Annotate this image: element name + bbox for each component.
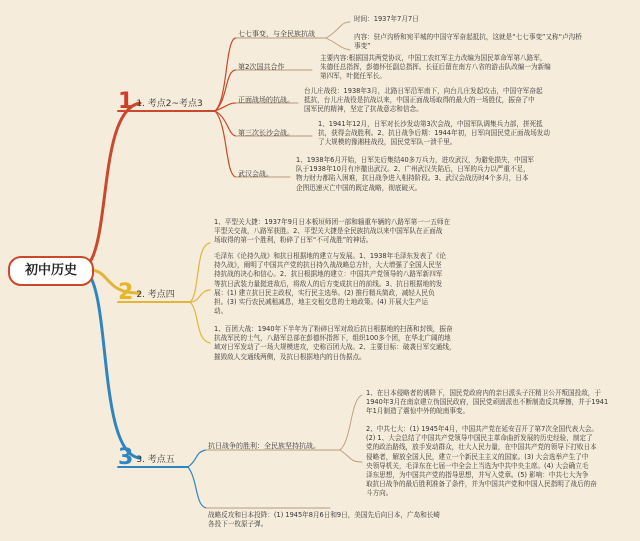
- topic-node-3[interactable]: [118, 446, 175, 470]
- seventh-congress-text: 2、中共七大：(1) 1945年4月，中国共产党在延安召开了第7次全国代表大会。 (2) 1、大会总结了中国共产党领导中国民主革命曲折发展的历史经验，制定了 党的政治路线，放手发动群众，壮大人民力量，在中国共产党的领导下打败日本 侵略者，解放全国人民，建立一个新民主主义的国家。(3) 大会选举产生了中 央领导机关，毛泽东在七届一中全会上当选为中共中央主席。(4) 大会确立毛 泽东思想，为中国共产党的指导思想，并写入党章。(5) 影响：中共七大为争 取抗日战争的最后胜利准备了条件，并为中国共产党和中国人民指明了战后的奋 斗方向。: [366, 425, 599, 498]
- front-battle-text: 台儿庄战役：1938年3月，北路日军沿军南下，向台儿庄发起攻击，中国守军奋起 抵抗，台儿庄战役是抗战以来，中国正面战场取得的最大的一场胜仗，振奋了中 国军民的精神，坚定了抗战意志和信念。: [304, 87, 543, 114]
- topic-number-2: 2: [118, 280, 134, 305]
- topic-label-1: 1. 考点2~考点3: [136, 98, 203, 109]
- hundred-regiments-text: 1、百团大战：1940年下半年为了粉碎日军对敌后抗日根据地的扫荡和封锁，振奋 抗战军民的士气，八路军总部在彭德怀指挥下，组织100多个团，在华北广阔的地 域对日军发动了一场大规模进攻，史称百团大战。2、主要目标：破袭日军交通线， 摧毁敌人交通线两侧，及抗日根据地内的日伪据点。: [214, 325, 456, 361]
- wuhan-node[interactable]: 武汉会战。: [238, 170, 273, 178]
- victory-node[interactable]: 抗日战争的胜利：全民族坚持抗战。: [208, 442, 320, 450]
- front-battle-node[interactable]: 正面战场的抗战。: [238, 96, 294, 104]
- war-start-node[interactable]: 七七事变，与全民族抗战: [238, 30, 315, 38]
- cooperation-node[interactable]: 第2次国共合作: [238, 63, 285, 71]
- wang-jingwei-text: 1、在日本侵略者的诱降下，国民党政府内的亲日派头子汪精卫公开叛国投敌，于 1940年3月在南京建立伪国民政府，国民党顽固派也不断制造反共摩擦，并于1941 年1月制造了震惊中外的皖南事变。: [366, 389, 609, 416]
- topic-label-3: 3. 考点五: [136, 454, 175, 465]
- wuhan-text: 1、1938年6月开始，日军先后集结40多万兵力，进攻武汉，为避免损失，中国军 队于1938年10月有序撤出武汉。2、广州武汉失陷后，日军的兵力以严重不足， 物力财力都陷入困难，抗日战争进入相持阶段。3、武汉会战历时4个多月，日本 企图迅速灭亡中国的既定战略，彻底破灭。: [296, 156, 534, 192]
- protracted-war-text: 毛泽东《论持久战》和抗日根据地的建立与发展。1、1938年毛泽东发表了《论 持久战》，阐明了中国共产党的抗日持久战战略总方针，大大增强了全国人民坚 持抗战的决心和信心。2、抗日根据地的建立：中国共产党领导的八路军新四军 等抗日武装力量挺进敌后，将敌人的后方变成抗日的前线。3、抗日根据地的发 展：(1) 建立抗日民主政权，实行民主选举。(2) 推行精兵简政，减轻人民负 担。(3) 实行农民减租减息，地主交租交息的土地政策。(4) 开展大生产运 动。: [214, 252, 446, 316]
- war-start-content: 内容：驻卢沟桥和宛平城的中国守军奋起抵抗，这就是“七七事变”又称“卢沟桥 事变”: [354, 33, 582, 51]
- surrender-text: 战略反攻和日本投降：(1) 1945年8月6日和9日，美国先后向日本，广岛和长崎 各投下一枚原子弹。: [208, 511, 441, 529]
- topic-label-2: 2. 考点四: [136, 289, 175, 300]
- pingxingguan-text: 1、平型关大捷：1937年9月日本板垣师团一部和辎重车辆的八路军第一一五师在 平型关交战，八路军获胜。2、平型关大捷是全民族抗战以来中国军队在正面战 场取得的第一个胜利，粉碎了日军“不可战胜”的神话。: [214, 218, 451, 245]
- cooperation-text: 主要内容:根据国共两党协议，中国工农红军主力改编为国民革命军第八路军， 朱德任总指挥，彭德怀任副总指挥。长征后留在南方八省的游击队改编一为新编 第四军，叶挺任军长。: [320, 54, 551, 81]
- war-start-time: 时间：1937年7月7日: [354, 15, 419, 23]
- topic-node-1[interactable]: [118, 90, 203, 114]
- changsha-text: 1、1941年12月，日军对长沙发动第3次会战，中国军队调集兵力部，拼死抵 抗，获得会战胜利。2、抗日战争后期：1944年初，日军向国民党正面战场发动 了大规模的豫湘桂战役，国民党军队一溃千里。: [318, 120, 550, 147]
- root-node[interactable]: 初中历史: [8, 256, 94, 286]
- topic-node-2[interactable]: [118, 281, 175, 305]
- changsha-node[interactable]: 第三次长沙会战。: [238, 129, 294, 137]
- topic-number-3: 3: [118, 445, 134, 470]
- topic-number-1: 1: [118, 89, 134, 114]
